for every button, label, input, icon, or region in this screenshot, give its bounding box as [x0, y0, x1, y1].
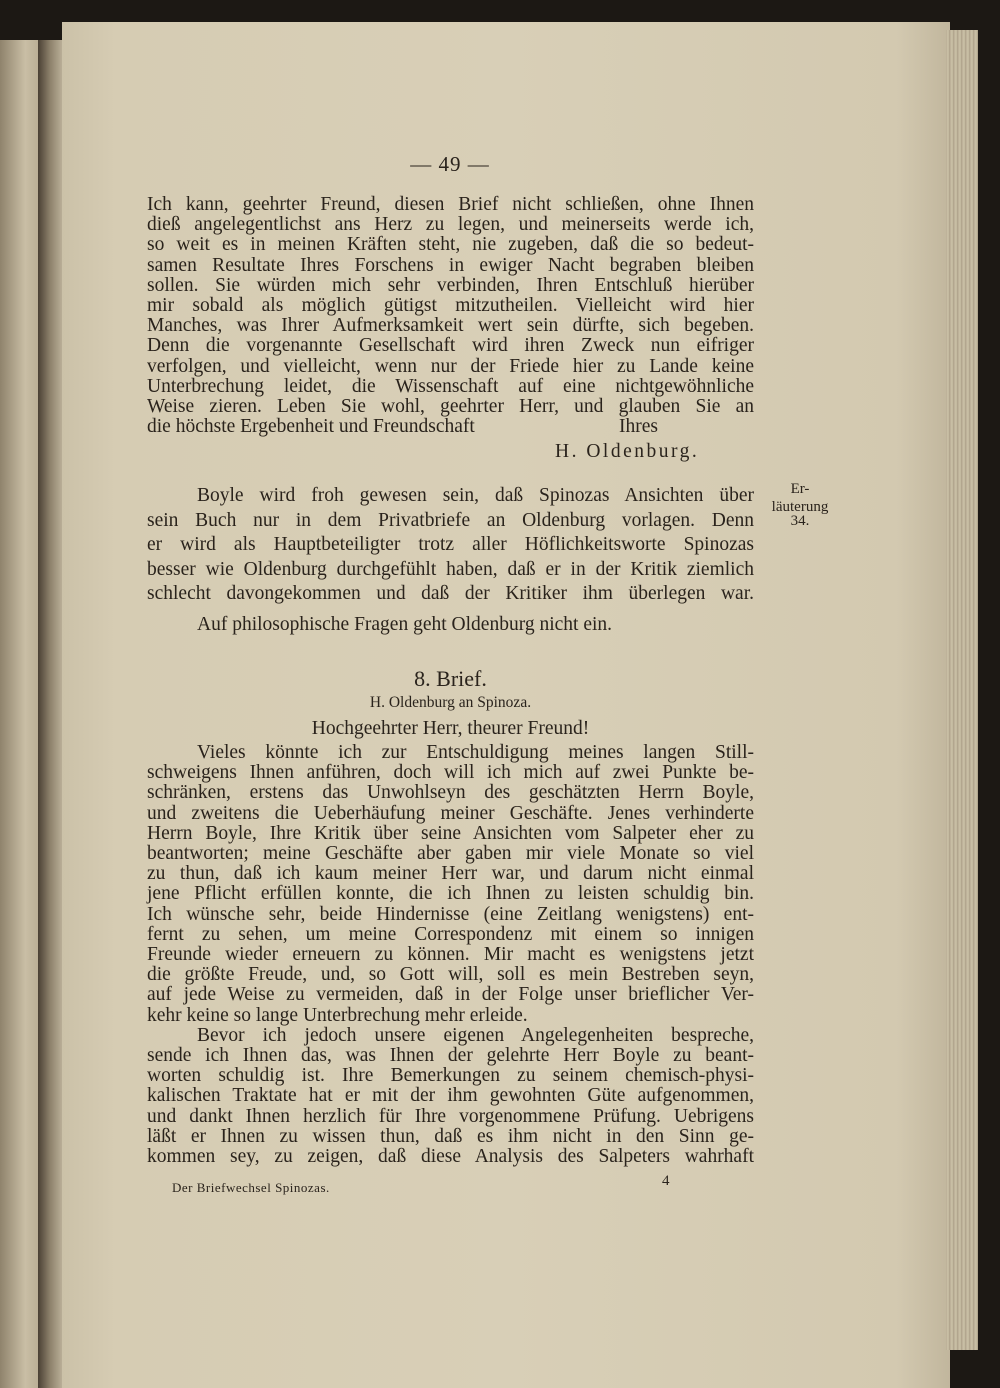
- text-line: Manches, was Ihrer Aufmerksamkeit wert sein dürfte, sich begeben.: [147, 315, 754, 337]
- closing-line: [147, 417, 754, 437]
- text-line: die größte Freude, und, so Gott will, soll es mein Bestreben seyn,: [147, 964, 754, 986]
- text-line: kalischen Traktate hat er mit der ihm gewohnten Güte aufgenommen,: [147, 1085, 754, 1107]
- left-page-edge: [0, 40, 42, 1388]
- closing-text: die höchste Ergebenheit und Freundschaft: [147, 416, 475, 438]
- text-line: dieß angelegentlichst ans Herz zu legen, und meinerseits werde ich,: [147, 214, 754, 236]
- text-line: so weit es in meinen Kräften steht, nie zugeben, daß die so bedeut-: [147, 234, 754, 256]
- text-line: Vieles könnte ich zur Entschuldigung meines langen Still-: [197, 742, 754, 763]
- text-line: Herrn Boyle, Ihre Kritik über seine Ansichten vom Salpeter eher zu: [147, 822, 754, 844]
- salutation: Hochgeehrter Herr, theurer Freund!: [311, 718, 590, 739]
- text-line: Boyle wird froh gewesen sein, daß Spinozas Ansichten über: [197, 485, 754, 506]
- text-line: Freunde wieder erneuern zu können. Mir macht es wenigstens jetzt: [147, 944, 754, 966]
- page-number: — 49 —: [410, 152, 490, 176]
- text-line: Weise zieren. Leben Sie wohl, geehrter Herr, und glauben Sie an: [147, 396, 754, 418]
- text-line: worten schuldig ist. Ihre Bemerkungen zu seinem chemisch-physi-: [147, 1065, 754, 1087]
- text-line: sollen. Sie würden mich sehr verbinden, Ihren Entschluß hierüber: [147, 274, 754, 296]
- letter-end-paragraph: [147, 195, 754, 437]
- margin-note-line: Er-: [790, 481, 810, 497]
- footer-book-title: Der Briefwechsel Spinozas.: [172, 1180, 330, 1195]
- text-line: läßt er Ihnen zu wissen thun, daß es ihm nicht in den Sinn ge-: [147, 1125, 754, 1147]
- text-line: schweigens Ihnen anführen, doch will ich mich auf zwei Punkte be-: [147, 762, 754, 784]
- text-line: verfolgen, und vielleicht, wenn nur der Friede hier zu Lande keine: [147, 355, 754, 377]
- text-line: und dankt Ihnen herzlich für Ihre vorgenommene Prüfung. Uebrigens: [147, 1105, 754, 1127]
- text-line: auf jede Weise zu vermeiden, daß in der Folge unser brieflicher Ver-: [147, 984, 754, 1006]
- margin-note: [762, 482, 838, 528]
- text-line: fernt zu sehen, um meine Correspondenz mit einem so innigen: [147, 923, 754, 945]
- text-line: kehr keine so lange Unterbrechung mehr erleide.: [147, 1004, 528, 1026]
- text-line: schlecht davongekommen und daß der Kritiker ihm überlegen war.: [147, 583, 754, 604]
- letter-title: 8. Brief.: [414, 666, 487, 691]
- footer-signature-mark: 4: [662, 1173, 670, 1189]
- page-stack-edge: [946, 30, 978, 1350]
- text-line: kommen sey, zu zeigen, daß diese Analysis des Salpeters wahrhaft: [147, 1146, 754, 1168]
- text-line: Bevor ich jedoch unsere eigenen Angelegenheiten bespreche,: [197, 1024, 754, 1046]
- text-line: Ich kann, geehrter Freund, diesen Brief nicht schließen, ohne Ihnen: [147, 194, 754, 215]
- closing-ihres: Ihres: [619, 416, 658, 438]
- letter8-body: [147, 743, 754, 1167]
- text-line: Denn die vorgenannte Gesellschaft wird ihren Zweck nun eifriger: [147, 335, 754, 357]
- margin-note-line: läuterung: [771, 499, 829, 515]
- text-line: besser wie Oldenburg durchgefühlt haben, daß er in der Kritik ziemlich: [147, 558, 754, 580]
- margin-note-line: 34.: [790, 513, 810, 529]
- text-line: zu thun, daß ich kaum meiner Herr war, und darum nicht einmal: [147, 863, 754, 885]
- text-line: Ich wünsche sehr, beide Hindernisse (eine Zeitlang wenigstens) ent-: [147, 903, 754, 925]
- signature: H. Oldenburg.: [555, 441, 700, 462]
- text-line: Auf philosophische Fragen geht Oldenburg nicht ein.: [197, 613, 613, 635]
- text-line: beantworten; meine Geschäfte aber gaben mir viele Monate so viel: [147, 843, 754, 865]
- text-line: schränken, erstens das Unwohlseyn des geschätzten Herrn Boyle,: [147, 782, 754, 804]
- text-line: sein Buch nur in dem Privatbriefe an Oldenburg vorlagen. Denn: [147, 509, 754, 531]
- text-line: samen Resultate Ihres Forschens in ewiger Nacht begraben bleiben: [147, 254, 754, 276]
- text-line: er wird als Hauptbeteiligter trotz aller Höflichkeitsworte Spinozas: [147, 534, 754, 555]
- text-line: mir sobald als möglich gütigst mitzutheilen. Vielleicht wird hier: [147, 295, 754, 317]
- text-line: Unterbrechung leidet, die Wissenschaft auf eine nichtgewöhnliche: [147, 375, 754, 397]
- letter-subtitle: H. Oldenburg an Spinoza.: [369, 694, 532, 711]
- text-line: sende ich Ihnen das, was Ihnen der gelehrte Herr Boyle zu beant-: [147, 1045, 754, 1067]
- text-line: und zweitens die Ueberhäufung meiner Geschäfte. Jenes verhinderte: [147, 802, 754, 824]
- commentary-paragraph: [147, 484, 754, 637]
- text-line: jene Pflicht erfüllen konnte, die ich Ihnen zu leisten schuldig bin.: [147, 883, 754, 905]
